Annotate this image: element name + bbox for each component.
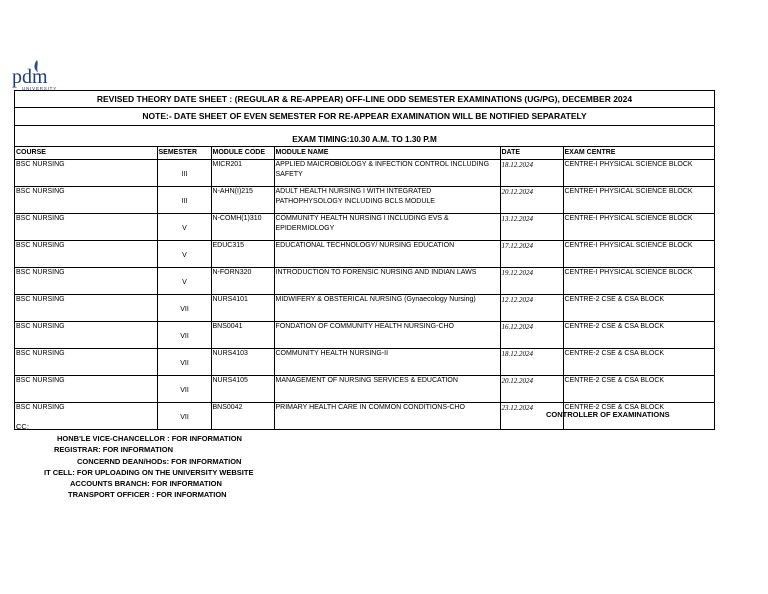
cell-semester: VII — [157, 322, 211, 349]
col-date: DATE — [500, 147, 563, 160]
table-row — [15, 268, 714, 295]
cell-date: 20.12.2024 — [500, 376, 563, 403]
cell-module-code: NURS4101 — [211, 295, 274, 322]
cc-item: CONCERND DEAN/HODs: FOR INFORMATION — [77, 456, 242, 466]
sheet-note: NOTE:- DATE SHEET OF EVEN SEMESTER FOR RE-APPEAR EXAMINATION WILL BE NOTIFIED SEPARATELY — [15, 108, 714, 126]
cell-module-name: FONDATION OF COMMUNITY HEALTH NURSING-CHO — [274, 322, 500, 349]
cell-semester: III — [157, 160, 211, 187]
sheet-title: REVISED THEORY DATE SHEET : (REGULAR & RE-APPEAR) OFF-LINE ODD SEMESTER EXAMINATIONS (UG/PG), DECEMBER 2024 — [15, 91, 714, 108]
cell-course: BSC NURSING — [15, 322, 157, 349]
cell-exam-centre: CENTRE-2 CSE & CSA BLOCK — [563, 349, 714, 376]
cell-date: 18.12.2024 — [500, 160, 563, 187]
col-module-name: MODULE NAME — [274, 147, 500, 160]
cell-course: BSC NURSING — [15, 268, 157, 295]
cc-item: HONB'LE VICE-CHANCELLOR : FOR INFORMATION — [57, 434, 242, 443]
cell-module-code: BNS0042 — [211, 403, 274, 430]
table-row — [15, 187, 714, 214]
cell-date: 18.12.2024 — [500, 349, 563, 376]
cell-module-name: MANAGEMENT OF NURSING SERVICES & EDUCATION — [274, 376, 500, 403]
table-row — [15, 322, 714, 349]
cell-exam-centre: CENTRE-I PHYSICAL SCIENCE BLOCK — [563, 268, 714, 295]
exam-timing: EXAM TIMING:10.30 A.M. TO 1.30 P.M — [15, 126, 714, 147]
cell-exam-centre: CENTRE-I PHYSICAL SCIENCE BLOCK — [563, 160, 714, 187]
cell-exam-centre: CENTRE-I PHYSICAL SCIENCE BLOCK — [563, 241, 714, 268]
cell-semester: VII — [157, 403, 211, 430]
logo-text: pdm — [12, 66, 48, 88]
cell-module-code: BNS0041 — [211, 322, 274, 349]
cell-exam-centre: CENTRE-2 CSE & CSA BLOCK — [563, 376, 714, 403]
cell-semester: VII — [157, 295, 211, 322]
cell-semester: V — [157, 241, 211, 268]
cell-date: 16.12.2024 — [500, 322, 563, 349]
cc-label: CC: — [16, 422, 29, 431]
cc-item: TRANSPORT OFFICER : FOR INFORMATION — [68, 490, 227, 500]
cell-module-name: EDUCATIONAL TECHNOLOGY/ NURSING EDUCATION — [274, 241, 500, 268]
cell-date: 13.12.2024 — [500, 214, 563, 241]
cell-module-code: EDUC315 — [211, 241, 274, 268]
cell-module-code: N-AHN(I)215 — [211, 187, 274, 214]
cell-semester: VII — [157, 376, 211, 403]
cc-item: IT CELL: FOR UPLOADING ON THE UNIVERSITY WEBSITE — [44, 467, 254, 477]
col-module-code: MODULE CODE — [211, 147, 274, 160]
table-row — [15, 241, 714, 268]
cell-module-code: NURS4105 — [211, 376, 274, 403]
cell-module-name: MIDWIFERY & OBSTERICAL NURSING (Gynaecology Nursing) — [274, 295, 500, 322]
university-logo — [12, 56, 72, 92]
cc-list — [0, 433, 280, 501]
cell-module-name: APPLIED MAICROBIOLOGY & INFECTION CONTROL INCLUDING SAFETY — [274, 160, 500, 187]
date-sheet — [14, 90, 715, 430]
cell-semester: VII — [157, 349, 211, 376]
cell-module-name: COMMUNITY HEALTH NURSING I INCLUDING EVS & EPIDERMIOLOGY — [274, 214, 500, 241]
cell-course: BSC NURSING — [15, 376, 157, 403]
cell-course: BSC NURSING — [15, 403, 157, 430]
cell-date: 12.12.2024 — [500, 295, 563, 322]
cell-course: BSC NURSING — [15, 187, 157, 214]
cell-semester: V — [157, 268, 211, 295]
cell-module-name: PRIMARY HEALTH CARE IN COMMON CONDITIONS-CHO — [274, 403, 500, 430]
cell-module-code: MICR201 — [211, 160, 274, 187]
cell-date: 20.12.2024 — [500, 187, 563, 214]
cell-course: BSC NURSING — [15, 349, 157, 376]
cell-course: BSC NURSING — [15, 214, 157, 241]
cell-exam-centre: CENTRE-2 CSE & CSA BLOCK — [563, 403, 714, 430]
cell-module-code: NURS4103 — [211, 349, 274, 376]
cell-date: 17.12.2024 — [500, 241, 563, 268]
cell-module-code: N-COMH(1)310 — [211, 214, 274, 241]
cell-module-code: N-FORN320 — [211, 268, 274, 295]
cell-module-name: ADULT HEALTH NURSING I WITH INTEGRATED PATHOPHYSOLOGY INCLUDING BCLS MODULE — [274, 187, 500, 214]
cell-course: BSC NURSING — [15, 160, 157, 187]
schedule-table — [15, 147, 714, 429]
table-row — [15, 349, 714, 376]
col-exam-centre: EXAM CENTRE — [563, 147, 714, 160]
cell-exam-centre: CENTRE-I PHYSICAL SCIENCE BLOCK — [563, 214, 714, 241]
cell-module-name: INTRODUCTION TO FORENSIC NURSING AND INDIAN LAWS — [274, 268, 500, 295]
table-row — [15, 214, 714, 241]
cell-exam-centre: CENTRE-2 CSE & CSA BLOCK — [563, 322, 714, 349]
cell-exam-centre: CENTRE-2 CSE & CSA BLOCK — [563, 295, 714, 322]
cell-semester: III — [157, 187, 211, 214]
cc-item: ACCOUNTS BRANCH: FOR INFORMATION — [70, 479, 222, 489]
cell-exam-centre: CENTRE-I PHYSICAL SCIENCE BLOCK — [563, 187, 714, 214]
cell-date: 19.12.2024 — [500, 268, 563, 295]
table-header-row — [15, 147, 714, 160]
table-row — [15, 376, 714, 403]
cell-module-name: COMMUNITY HEALTH NURSING-II — [274, 349, 500, 376]
col-course: COURSE — [15, 147, 157, 160]
cell-course: BSC NURSING — [15, 295, 157, 322]
table-row — [15, 295, 714, 322]
col-semester: SEMESTER — [157, 147, 211, 160]
cell-semester: V — [157, 214, 211, 241]
table-row — [15, 160, 714, 187]
cell-course: BSC NURSING — [15, 241, 157, 268]
logo-subtext: UNIVERSITY — [22, 86, 58, 91]
cell-date: 23.12.2024 — [500, 403, 563, 430]
controller-signature: CONTROLLER OF EXAMINATIONS — [546, 410, 670, 419]
cc-item: REGISTRAR: FOR INFORMATION — [54, 445, 174, 455]
